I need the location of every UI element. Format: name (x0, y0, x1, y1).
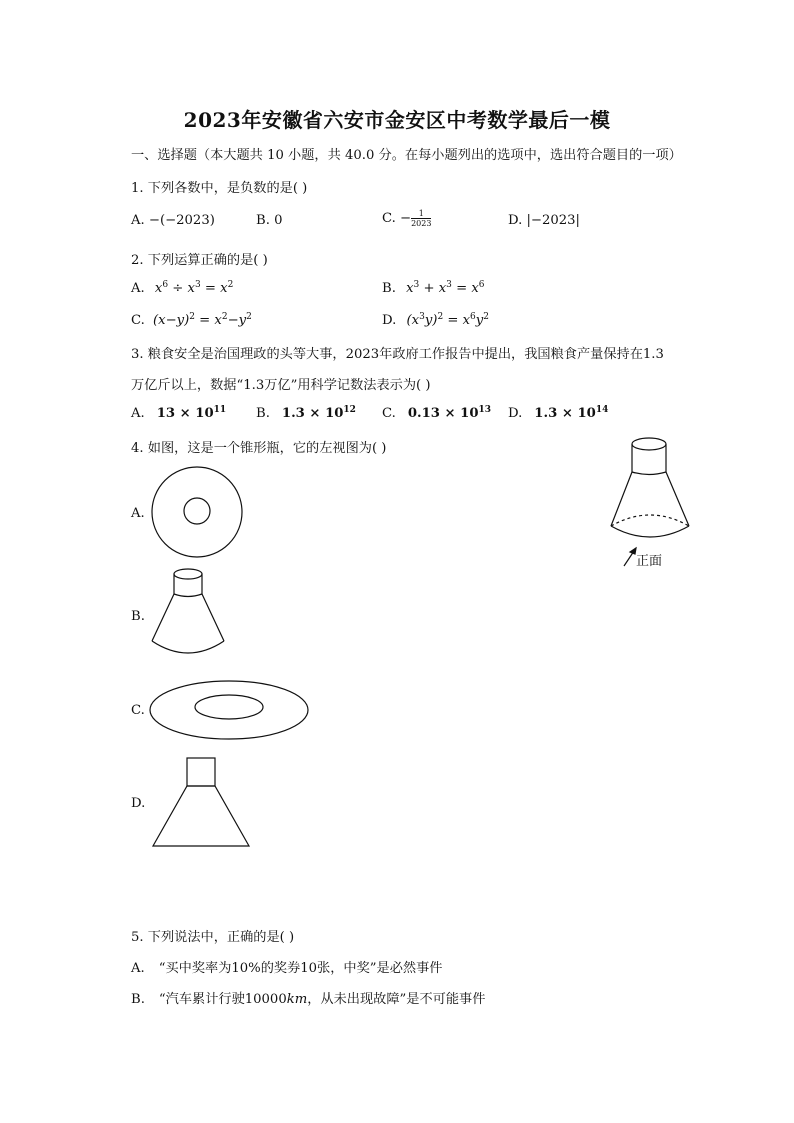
q2-option-b-expression: $x^3 + x^3 = x^6$ (406, 280, 485, 296)
flask-body-left (152, 594, 174, 641)
q4-option-d-label: D. (131, 796, 146, 811)
flask-body-right (202, 594, 224, 641)
fraction-denominator: 2023 (411, 219, 432, 228)
question-2-stem: 2. 下列运算正确的是( ) (131, 253, 268, 268)
q3-option-a: A. $13 \times 10^{11}$ (131, 405, 227, 421)
outer-ellipse (150, 681, 308, 739)
fraction-numerator: 1 (411, 209, 431, 219)
outer-circle (152, 467, 242, 557)
question-3-stem-line-2: 万亿斤以上，数据“1.3万亿”用科学记数法表示为( ) (131, 378, 431, 393)
q3-option-d: D. $1.3 \times 10^{14}$ (508, 405, 609, 421)
q2-option-a-label: A. (131, 281, 145, 296)
q1-option-d: D. |−2023| (508, 213, 580, 228)
q4-option-d-figure (150, 756, 252, 849)
flask-neck-bottom (174, 594, 202, 597)
page-title: 2023年安徽省六安市金安区中考数学最后一模 (183, 108, 611, 132)
q4-option-b-label: B. (131, 609, 145, 624)
inner-ellipse (195, 695, 263, 719)
q2-option-a (131, 280, 233, 296)
q4-option-a-label: A. (131, 506, 145, 521)
q2-option-d (382, 312, 489, 328)
body-trapezoid (153, 786, 249, 846)
question-4-stem: 4. 如图，这是一个锥形瓶，它的左视图为( ) (131, 441, 387, 456)
question-5-stem: 5. 下列说法中，正确的是( ) (131, 930, 295, 945)
q2-option-b (382, 280, 484, 296)
question-1-stem: 1. 下列各数中，是负数的是( ) (131, 181, 308, 196)
neck-square (187, 758, 215, 786)
flask-base-front (152, 641, 224, 653)
q1-option-a: A. −(−2023) (131, 213, 215, 228)
flask-neck-bottom (632, 472, 666, 475)
q4-option-a-figure (150, 465, 245, 560)
q2-option-c (131, 312, 252, 328)
flask-base-back-dashed (611, 515, 689, 526)
q5-option-a: A. “买中奖率为10%的奖券10张，中奖”是必然事件 (131, 961, 443, 976)
fraction (411, 209, 431, 228)
q2-option-d-label: D. (382, 313, 397, 328)
q1-option-c-label: C. − (382, 211, 412, 226)
q2-option-d-expression: $(x^3y)^2 = x^6y^2$ (406, 312, 489, 328)
q2-option-c-label: C. (131, 313, 145, 328)
question-3-stem-line-1: 3. 粮食安全是治国理政的头等大事，2023年政府工作报告中提出，我国粮食产量保持在1.3 (131, 347, 664, 362)
q1-option-c (382, 209, 431, 228)
section-heading: 一、选择题（本大题共 10 小题，共 40.0 分。在每小题列出的选项中，选出符合题目的一项） (131, 148, 682, 163)
q4-option-c-label: C. (131, 703, 145, 718)
q3-option-b: B. $1.3 \times 10^{12}$ (256, 405, 356, 421)
q1-option-b: B. 0 (256, 213, 283, 228)
q3-option-c: C. $0.13 \times 10^{13}$ (382, 405, 492, 421)
front-view-label: 正面 (636, 554, 663, 569)
q4-option-c-figure (148, 679, 310, 741)
q4-option-b-figure (145, 565, 235, 665)
q2-option-b-label: B. (382, 281, 396, 296)
inner-circle (184, 498, 210, 524)
q2-option-c-expression: $(x-y)^2 = x^2-y^2$ (153, 312, 252, 328)
flask-neck-top (632, 438, 666, 450)
flask-base-front (611, 526, 689, 537)
q5-option-b: B. “汽车累计行驶10000km，从未出现故障”是不可能事件 (131, 992, 486, 1007)
q2-option-a-expression: $x^6 \div x^3 = x^2$ (154, 280, 234, 296)
flask-neck-top (174, 569, 202, 579)
